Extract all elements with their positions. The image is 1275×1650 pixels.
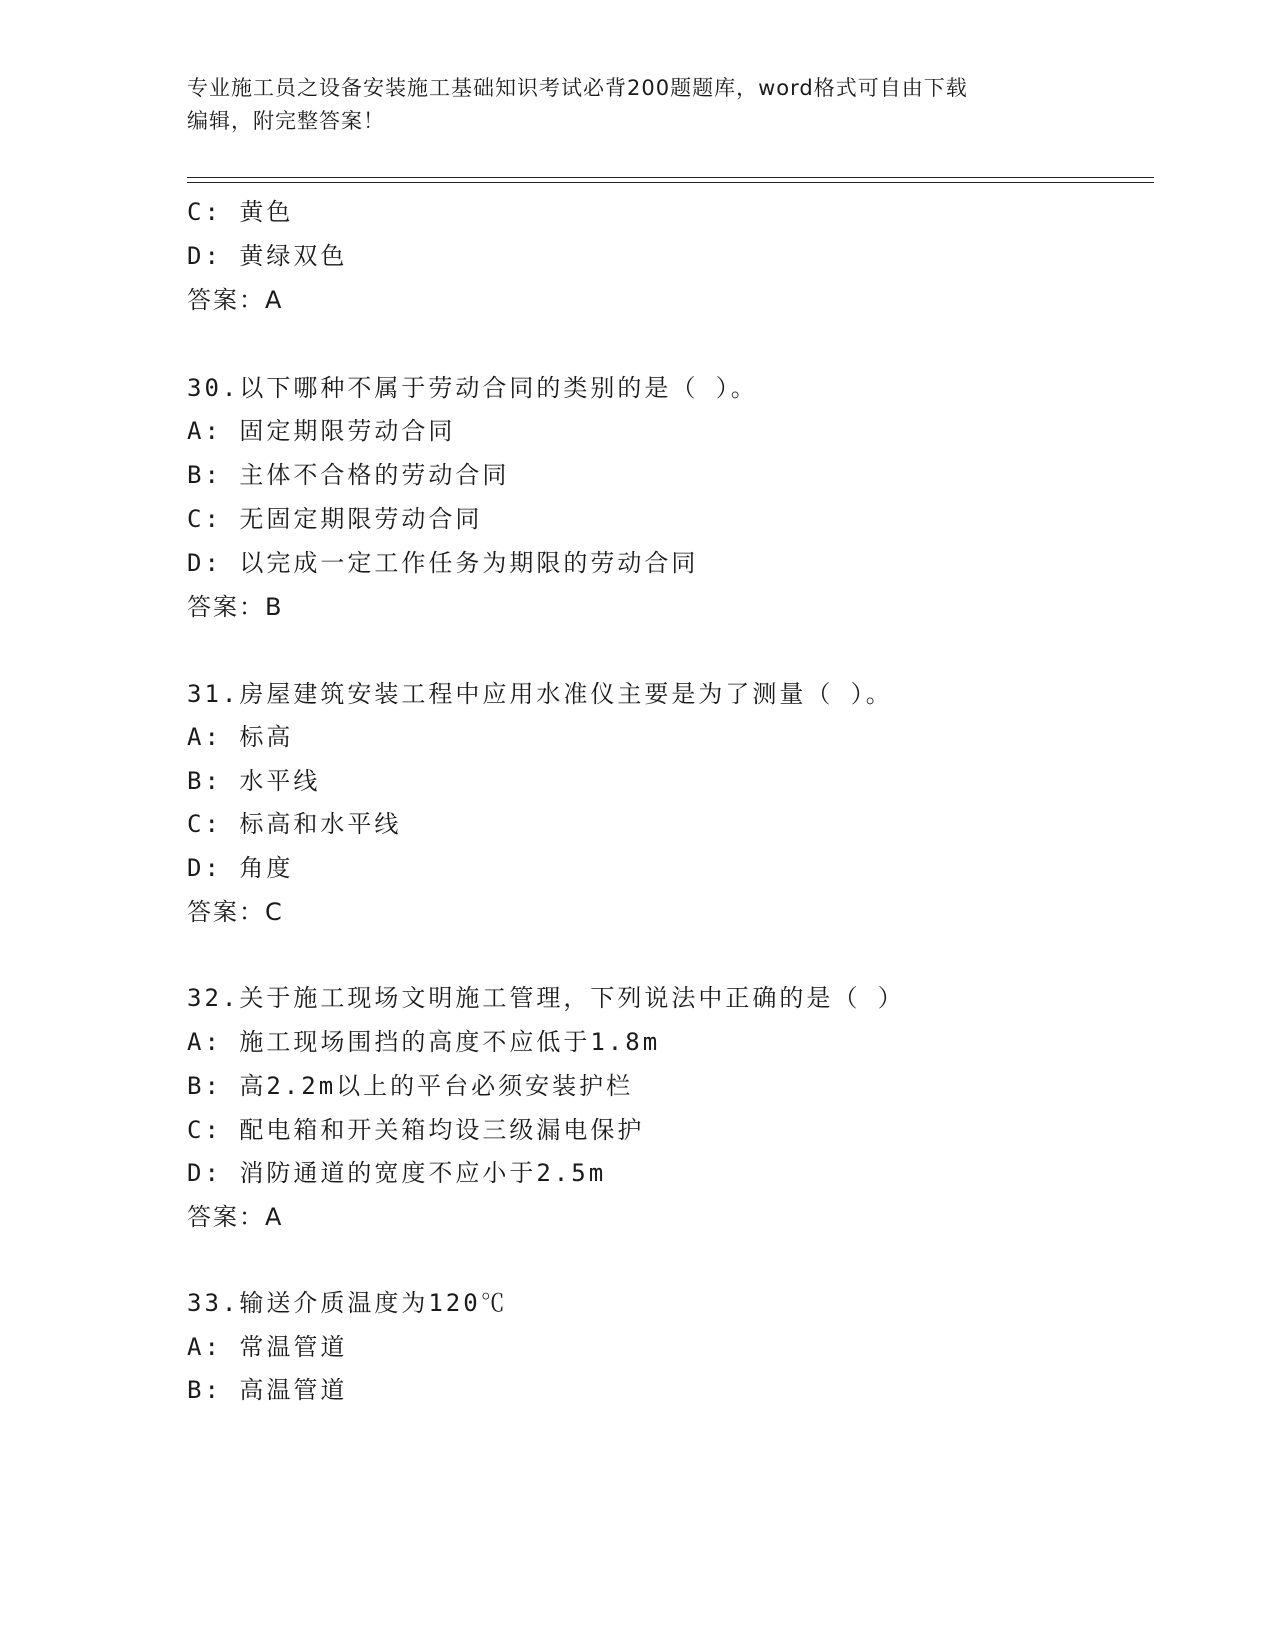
q31-option-a: A: 标高 — [187, 723, 294, 751]
q33-question: 33.输送介质温度为120℃ — [187, 1289, 508, 1317]
header-title-line1: 专业施工员之设备安装施工基础知识考试必背200题题库，word格式可自由下载 — [187, 76, 968, 100]
q30-option-d: D: 以完成一定工作任务为期限的劳动合同 — [187, 549, 699, 577]
q30-option-a: A: 固定期限劳动合同 — [187, 417, 456, 445]
q33-option-b: B: 高温管道 — [187, 1376, 348, 1404]
header-title-line2: 编辑，附完整答案！ — [187, 109, 385, 133]
q32-option-b: B: 高2.2m以上的平台必须安装护栏 — [187, 1072, 634, 1100]
q29-option-d: D: 黄绿双色 — [187, 242, 348, 270]
q29-answer: 答案：A — [187, 286, 284, 314]
q31-option-d: D: 角度 — [187, 854, 294, 882]
header-rule-top — [187, 177, 1154, 178]
q32-option-c: C: 配电箱和开关箱均设三级漏电保护 — [187, 1116, 645, 1144]
q32-option-d: D: 消防通道的宽度不应小于2.5m — [187, 1159, 607, 1187]
q33-option-a: A: 常温管道 — [187, 1333, 348, 1361]
document-header — [187, 72, 1087, 138]
q31-option-b: B: 水平线 — [187, 767, 321, 795]
q30-question: 30.以下哪种不属于劳动合同的类别的是（ ）。 — [187, 374, 758, 402]
q30-answer: 答案：B — [187, 593, 284, 621]
q31-question: 31.房屋建筑安装工程中应用水准仪主要是为了测量（ ）。 — [187, 680, 893, 708]
q32-answer: 答案：A — [187, 1203, 284, 1231]
q30-option-b: B: 主体不合格的劳动合同 — [187, 461, 510, 489]
header-rule-bottom — [187, 182, 1154, 183]
q32-question: 32.关于施工现场文明施工管理，下列说法中正确的是（ ） — [187, 984, 905, 1012]
q30-option-c: C: 无固定期限劳动合同 — [187, 505, 483, 533]
q31-option-c: C: 标高和水平线 — [187, 810, 402, 838]
q31-answer: 答案：C — [187, 898, 284, 926]
q32-option-a: A: 施工现场围挡的高度不应低于1.8m — [187, 1028, 661, 1056]
q29-option-c: C: 黄色 — [187, 198, 294, 226]
